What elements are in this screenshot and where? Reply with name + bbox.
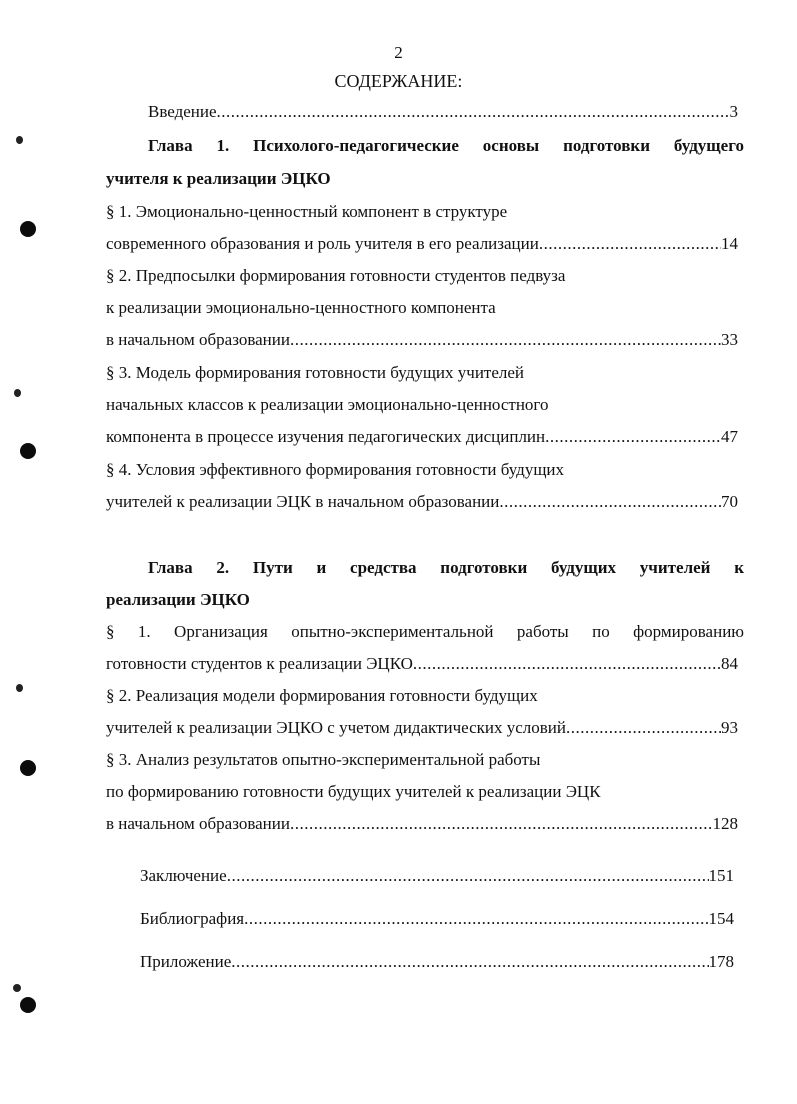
chapter-2-heading: Глава 2. Пути и средства подготовки будущих учителей к (148, 558, 744, 577)
toc-entry-page: 128 (712, 814, 738, 833)
scan-speck (16, 136, 23, 144)
toc-entry-page: 84 (721, 654, 738, 673)
toc-entry-appendix (140, 951, 734, 973)
punch-hole (20, 760, 36, 776)
toc-entry-label: Библиография (140, 909, 245, 928)
toc-section-line: начальных классов к реализации эмоционально-ценностного (106, 395, 549, 414)
toc-entry-label: в начальном образовании (106, 814, 290, 833)
toc-entry-page: 3 (729, 102, 738, 121)
toc-section-line: § 3. Модель формирования готовности будущих учителей (106, 363, 525, 382)
toc-entry-ch2-s1 (106, 653, 738, 675)
toc-entry-label: Приложение (140, 952, 232, 971)
toc-section-line: § 1. Эмоционально-ценностный компонент в структуре (106, 202, 508, 221)
dot-leader (244, 908, 708, 930)
scan-speck (14, 389, 21, 397)
toc-entry-label: компонента в процессе изучения педагогических дисциплин (106, 427, 546, 446)
dot-leader (227, 865, 709, 887)
toc-entry-ch1-s2 (106, 329, 738, 351)
toc-entry-ch2-s2 (106, 717, 738, 739)
toc-entry-label: учителей к реализации ЭЦК в начальном образовании (106, 492, 500, 511)
toc-entry-page: 70 (721, 492, 738, 511)
punch-hole (20, 221, 36, 237)
toc-entry-label: в начальном образовании (106, 330, 290, 349)
toc-section-line: § 2. Реализация модели формирования готовности будущих (106, 686, 538, 705)
punch-hole (20, 997, 36, 1013)
chapter-1-heading: Глава 1. Психолого-педагогические основы подготовки будущего (148, 136, 744, 155)
toc-section-line: § 1. Организация опытно-экспериментальной работы по формированию (106, 622, 744, 641)
toc-entry-ch1-s4 (106, 491, 738, 513)
toc-entry-conclusion (140, 865, 734, 887)
toc-section-line: по формированию готовности будущих учителей к реализации ЭЦК (106, 782, 601, 801)
toc-entry-page: 14 (721, 234, 738, 253)
chapter-2-heading-cont: реализации ЭЦКО (106, 590, 250, 609)
chapter-1-heading-cont: учителя к реализации ЭЦКО (106, 169, 331, 188)
toc-entry-ch1-s1 (106, 233, 738, 255)
toc-section-line: к реализации эмоционально-ценностного компонента (106, 298, 496, 317)
dot-leader (539, 233, 721, 255)
scan-speck (16, 684, 23, 692)
toc-entry-page: 93 (721, 718, 738, 737)
dot-leader (413, 653, 721, 675)
toc-entry-intro (148, 101, 738, 123)
dot-leader (290, 813, 713, 835)
toc-section-line: § 2. Предпосылки формирования готовности студентов педвуза (106, 266, 566, 285)
dot-leader (545, 426, 721, 448)
dot-leader (217, 101, 730, 123)
toc-entry-page: 178 (708, 952, 734, 971)
toc-entry-bibliography (140, 908, 734, 930)
dot-leader (499, 491, 721, 513)
toc-entry-label: Заключение (140, 866, 227, 885)
toc-entry-label: учителей к реализации ЭЦКО с учетом дидактических условий (106, 718, 566, 737)
toc-entry-page: 151 (708, 866, 734, 885)
toc-section-line: § 3. Анализ результатов опытно-экспериментальной работы (106, 750, 541, 769)
page-number: 2 (394, 43, 403, 62)
punch-hole (20, 443, 36, 459)
toc-entry-page: 154 (708, 909, 734, 928)
toc-entry-label: готовности студентов к реализации ЭЦКО (106, 654, 413, 673)
dot-leader (566, 717, 721, 739)
dot-leader (290, 329, 721, 351)
page-title: СОДЕРЖАНИЕ: (334, 71, 463, 91)
scan-speck (13, 984, 21, 992)
toc-entry-page: 33 (721, 330, 738, 349)
toc-entry-ch2-s3 (106, 813, 738, 835)
toc-section-line: § 4. Условия эффективного формирования готовности будущих (106, 460, 565, 479)
toc-entry-page: 47 (721, 427, 738, 446)
toc-entry-label: Введение (148, 102, 217, 121)
toc-entry-ch1-s3 (106, 426, 738, 448)
toc-entry-label: современного образования и роль учителя в его реализации (106, 234, 539, 253)
dot-leader (231, 951, 708, 973)
